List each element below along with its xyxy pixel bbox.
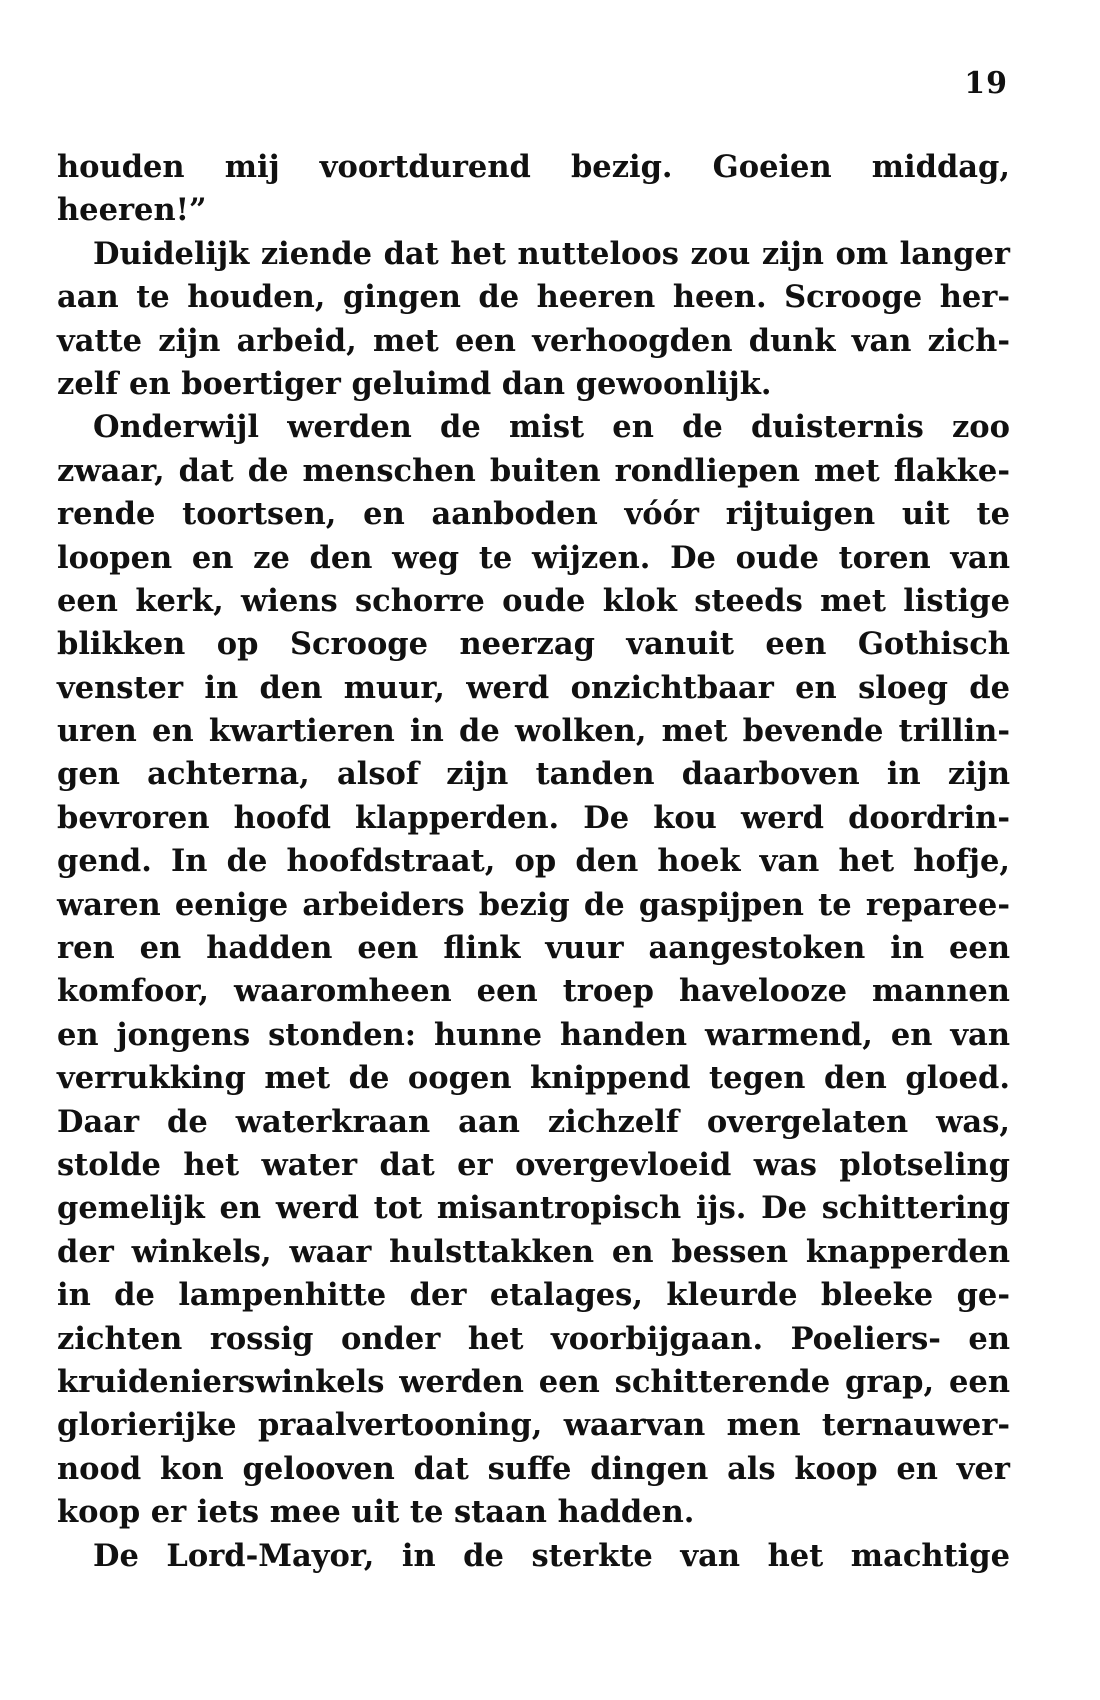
text-line: bevroren hoofd klapperden. De kou werd doordrin- [57,799,1010,836]
text-line: koop er iets mee uit te staan hadden. [57,1494,695,1531]
text-line: een kerk, wiens schorre oude klok steeds met listige [57,582,1010,619]
text-line: nood kon gelooven dat suffe dingen als koop en ver [57,1450,1010,1487]
text-line: uren en kwartieren in de wolken, met bevende trillin- [57,713,1010,750]
body-text [57,146,1010,1578]
text-line: Onderwijl werden de mist en de duisternis zoo [93,409,1010,446]
text-line: houden mij voortdurend bezig. Goeien middag, [57,149,1010,185]
text-line: loopen en ze den weg te wijzen. De oude toren van [57,539,1010,576]
text-line: Duidelijk ziende dat het nutteloos zou zijn om langer [93,235,1010,272]
text-line: De Lord-Mayor, in de sterkte van het machtige [93,1537,1010,1574]
text-line: zwaar, dat de menschen buiten rondliepen met flakke- [57,452,1010,489]
text-line: glorierijke praalvertooning, waarvan men ternauwer- [57,1407,1010,1444]
text-line: en jongens stonden: hunne handen warmend, en van [57,1016,1010,1053]
text-line: venster in den muur, werd onzichtbaar en sloeg de [57,669,1010,706]
text-line: Daar de waterkraan aan zichzelf overgelaten was, [57,1103,1010,1140]
text-line: aan te houden, gingen de heeren heen. Scrooge her- [57,279,1010,316]
text-line: komfoor, waaromheen een troep havelooze mannen [57,973,1010,1010]
text-line: in de lampenhitte der etalages, kleurde bleeke ge- [57,1277,1010,1314]
text-line: gen achterna, alsof zijn tanden daarboven in zijn [57,756,1010,793]
text-line: zichten rossig onder het voorbijgaan. Poeliers- en [57,1320,1010,1357]
text-line: heeren!” [57,192,207,229]
text-line: stolde het water dat er overgevloeid was plotseling [57,1146,1010,1183]
text-line: der winkels, waar hulsttakken en bessen knapperden [57,1233,1010,1270]
text-line: zelf en boertiger geluimd dan gewoonlijk. [57,365,772,402]
text-line: kruidenierswinkels werden een schitterende grap, een [57,1363,1010,1400]
page-number: 19 [964,66,1008,101]
text-line: verrukking met de oogen knippend tegen den gloed. [57,1060,1010,1097]
text-line: rende toortsen, en aanboden vóór rijtuigen uit te [57,496,1010,533]
text-line: vatte zijn arbeid, met een verhoogden dunk van zich- [57,322,1010,359]
text-line: gemelijk en werd tot misantropisch ijs. De schittering [57,1190,1010,1227]
text-line: ren en hadden een flink vuur aangestoken in een [57,930,1010,967]
text-line: gend. In de hoofdstraat, op den hoek van het hofje, [57,843,1010,880]
text-line: waren eenige arbeiders bezig de gaspijpen te reparee- [57,886,1010,923]
text-line: blikken op Scrooge neerzag vanuit een Gothisch [57,626,1010,663]
